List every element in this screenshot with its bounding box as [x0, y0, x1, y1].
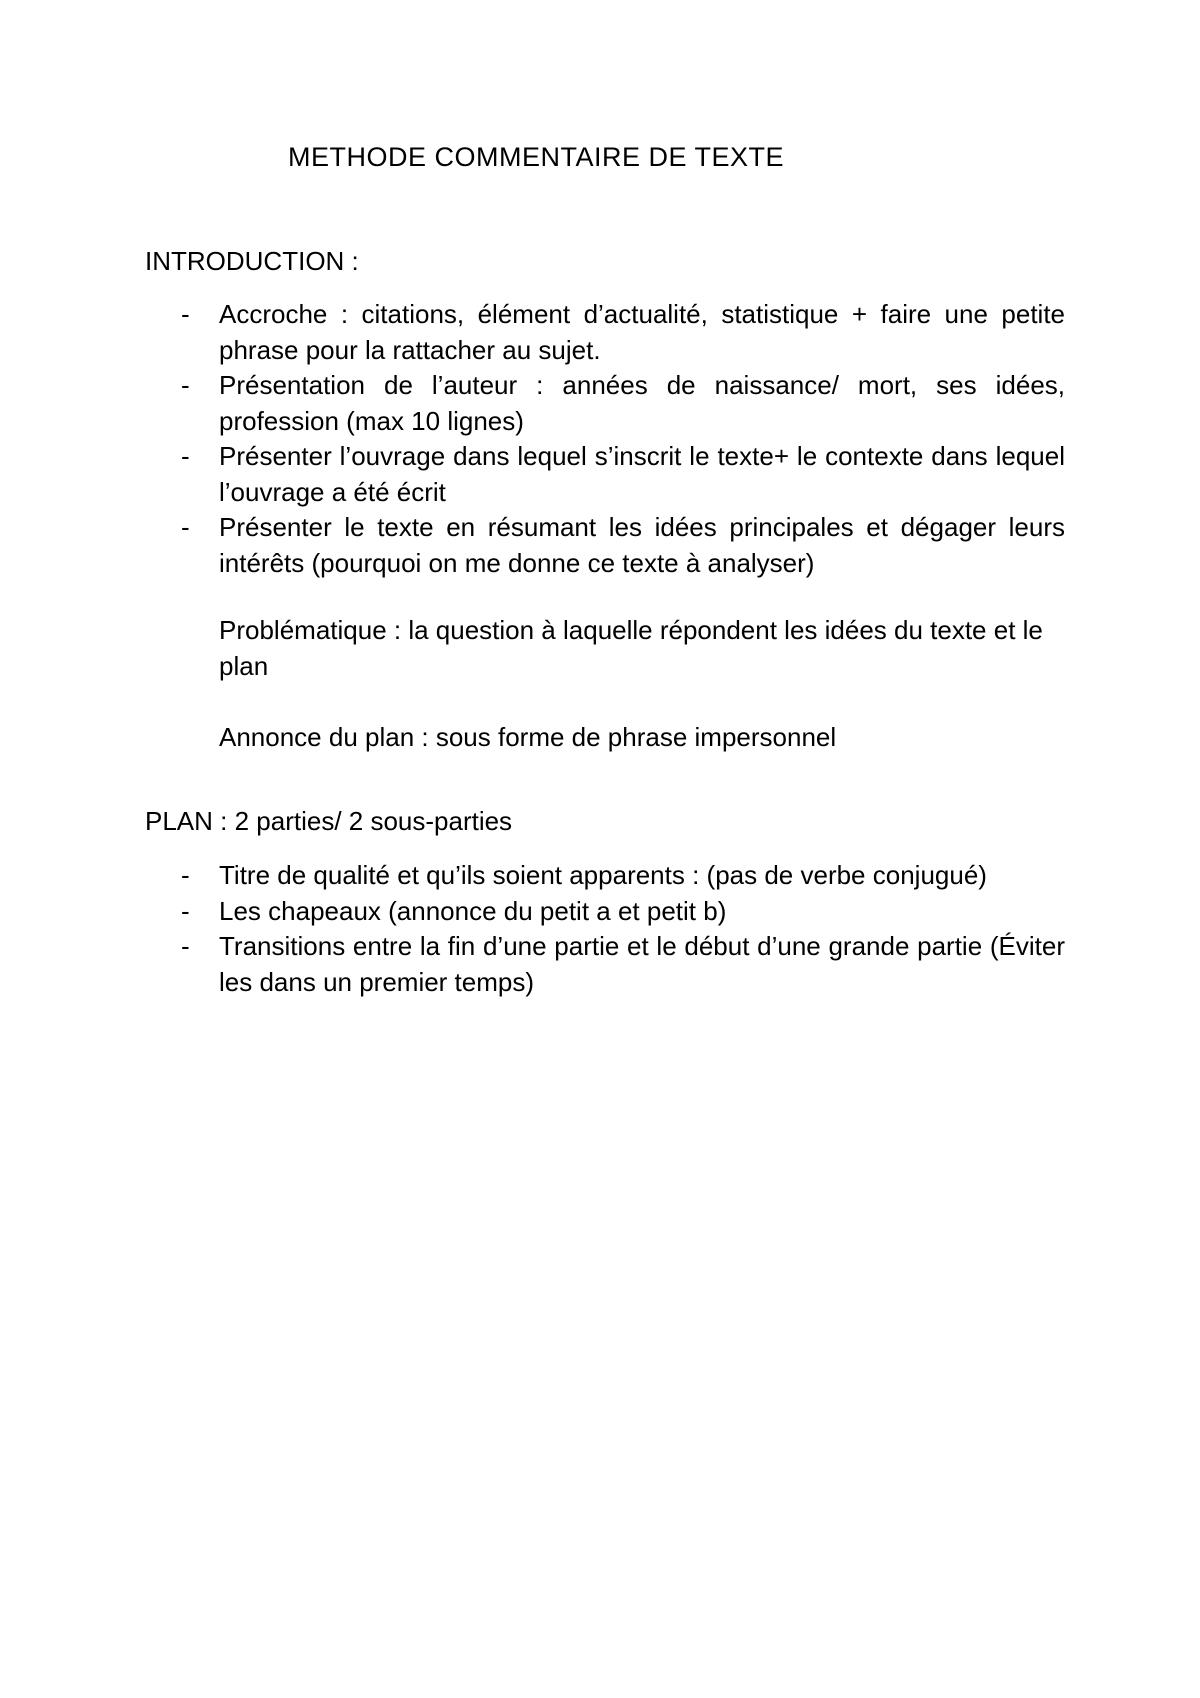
- plan-heading: PLAN : 2 parties/ 2 sous-parties: [145, 806, 513, 836]
- problematique-paragraph: Problématique : la question à laquelle répondent les idées du texte et le plan: [219, 615, 1043, 681]
- list-item: - Titre de qualité et qu’ils soient apparents : (pas de verbe conjugué): [145, 858, 1065, 894]
- list-item: - Présentation de l’auteur : années de naissance/ mort, ses idées, profession (max 10 lignes): [145, 368, 1065, 439]
- list-item: - Accroche : citations, élément d’actualité, statistique + faire une petite phrase pour la rattacher au sujet.: [145, 297, 1065, 368]
- introduction-heading: INTRODUCTION :: [145, 246, 359, 276]
- list-item: - Présenter l’ouvrage dans lequel s’inscrit le texte+ le contexte dans lequel l’ouvrage a été écrit: [145, 439, 1065, 510]
- list-item: - Les chapeaux (annonce du petit a et petit b): [145, 894, 1065, 930]
- introduction-list: [145, 297, 1065, 581]
- document-title: METHODE COMMENTAIRE DE TEXTE: [288, 142, 785, 172]
- annonce-paragraph: Annonce du plan : sous forme de phrase impersonnel: [219, 722, 837, 752]
- list-item: - Présenter le texte en résumant les idées principales et dégager leurs intérêts (pourquoi on me donne ce texte à analyser): [145, 510, 1065, 581]
- plan-list: [145, 858, 1065, 1000]
- list-item: - Transitions entre la fin d’une partie et le début d’une grande partie (Éviter les dans un premier temps): [145, 929, 1065, 1000]
